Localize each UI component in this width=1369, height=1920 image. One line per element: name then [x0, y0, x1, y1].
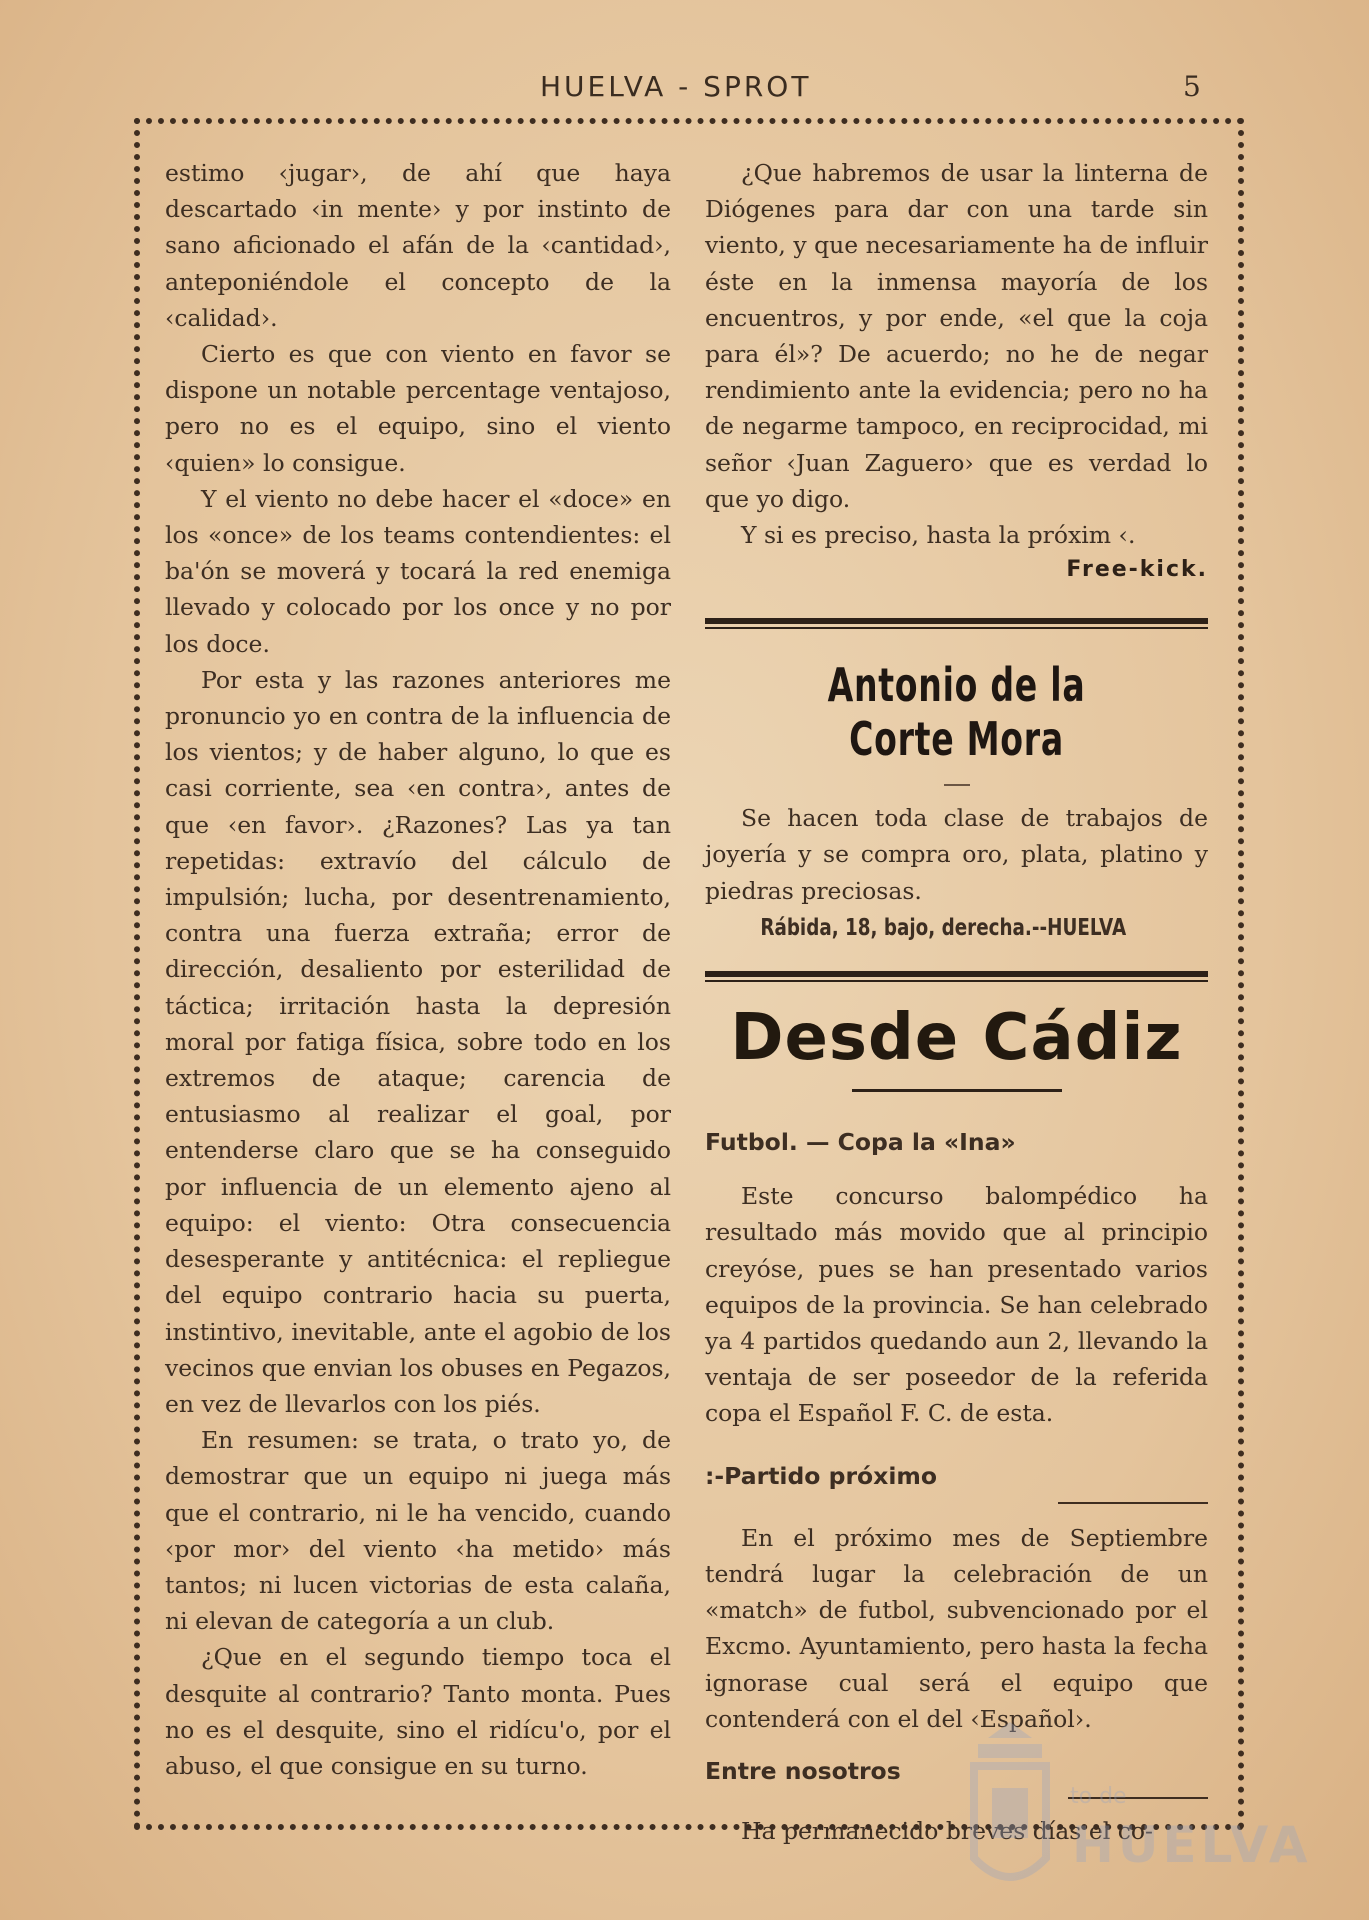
jeweler-advert — [705, 658, 1208, 945]
watermark-text: to de — [1070, 1784, 1127, 1809]
archive-watermark — [960, 1718, 1312, 1908]
right-column — [705, 155, 1208, 1850]
article-paragraph: estimo ‹jugar›, de ahí que haya descartado ‹in mente› y por instinto de sano aficionado el afán de la ‹cantidad›, anteponiéndole el concepto de la ‹calidad›. — [165, 159, 671, 332]
section-paragraph: En el próximo mes de Septiembre tendrá lugar la celebración de un «match» de futbol, subvencionado por el Excmo. Ayuntamiento, pero hasta la fecha ignorase cual será el equipo que contenderá con el del ‹Español›. — [705, 1523, 1208, 1733]
section-subhead: :-Partido próximo — [705, 1461, 938, 1490]
advert-body: Se hacen toda clase de trabajos de joyería y se compra oro, plata, platino y piedras preciosas. — [705, 804, 1208, 905]
section-title-underline — [852, 1089, 1062, 1092]
article-paragraph: En resumen: se trata, o trato yo, de demostrar que un equipo ni juega más que el contrario, ni le ha vencido, cuando ‹por mor› del viento ‹ha metido› más tantos; ni lucen victorias de esta calaña, ni elevan de categoría a un club. — [165, 1426, 671, 1636]
watermark-logo-text: HUELVA — [1072, 1816, 1312, 1874]
left-column — [165, 155, 671, 1784]
article-paragraph: Por esta y las razones anteriores me pronuncio yo en contra de la influencia de los vientos; y de haber alguno, lo que es casi corriente, sea ‹en contra›, antes de que ‹en favor›. ¿Razones? Las ya tan repetidas: extravío del cálculo de impulsión; lucha, por desentrenamiento, contra una fuerza extraña; error de dirección, desaliento por esterilidad de táctica; irritación hasta la depresión moral por fatiga física, sobre todo en los extremos de ataque; carencia de entusiasmo al realizar el goal, por entenderse claro que se ha conseguido por influencia de un elemento ajeno al equipo: el viento: Otra consecuencia desesperante y antitécnica: el repliegue del equipo contrario hacia su puerta, instintivo, inevitable, ante el agobio de los vecinos que envian los obuses en Pegazos, en vez de llevarlos con los piés. — [165, 665, 671, 1418]
advert-dash — [944, 784, 970, 786]
section-subhead: Entre nosotros — [705, 1757, 901, 1786]
article-signature: Free-kick. — [1066, 557, 1208, 583]
page-header — [0, 70, 1369, 110]
advert-address: Rábida, 18, bajo, derecha.--HUELVA — [760, 912, 1127, 941]
publication-title: HUELVA - SPROT — [540, 70, 812, 103]
section-title: Desde Cádiz — [730, 1001, 1183, 1076]
section-paragraph: Este concurso balompédico ha resultado más movido que al principio creyóse, pues se han presentado varios equipos de la provincia. Se han celebrado ya 4 partidos quedando aun 2, llevando la ventaja de ser poseedor de la referida copa el Español F. C. de esta. — [705, 1182, 1208, 1428]
article-paragraph: ¿Que habremos de usar la linterna de Diógenes para dar con una tarde sin viento, y que necesariamente ha de influir éste en la inmensa mayoría de los encuentros, y por ende, «el que la coja para él»? De acuerdo; no he de negar rendimiento ante la evidencia; pero no ha de negarme tampoco, en reciprocidad, mi señor ‹Juan Zaguero› que es verdad lo que yo digo. — [705, 159, 1209, 513]
article-paragraph: Y el viento no debe hacer el «doce» en los «once» de los teams contendientes: el ba'ón se moverá y tocará la red enemiga llevado y colocado por los once y no por los doce. — [165, 484, 671, 658]
divider-rule — [705, 971, 1208, 977]
advert-title: Antonio de la Corte Mora — [827, 658, 1086, 767]
article-paragraph: ¿Que en el segundo tiempo toca el desquite al contrario? Tanto monta. Pues no es el desquite, sino el ridícu'o, por el abuso, el que consigue en su turno. — [165, 1643, 671, 1780]
article-paragraph: Cierto es que con viento en favor se dispone un notable percentage ventajoso, pero no es el equipo, sino el viento ‹quien» lo consigue. — [165, 340, 671, 477]
subhead-rule — [1058, 1502, 1208, 1504]
article-paragraph: Y si es preciso, hasta la próxim ‹. — [741, 521, 1136, 550]
page-number: 5 — [1183, 70, 1201, 103]
section-paragraph: Ha permanecido breves días el co- — [741, 1817, 1153, 1846]
section-subhead: Futbol. — Copa la «Ina» — [705, 1128, 1016, 1157]
divider-rule — [705, 618, 1208, 624]
coat-of-arms-icon — [968, 1718, 1052, 1898]
